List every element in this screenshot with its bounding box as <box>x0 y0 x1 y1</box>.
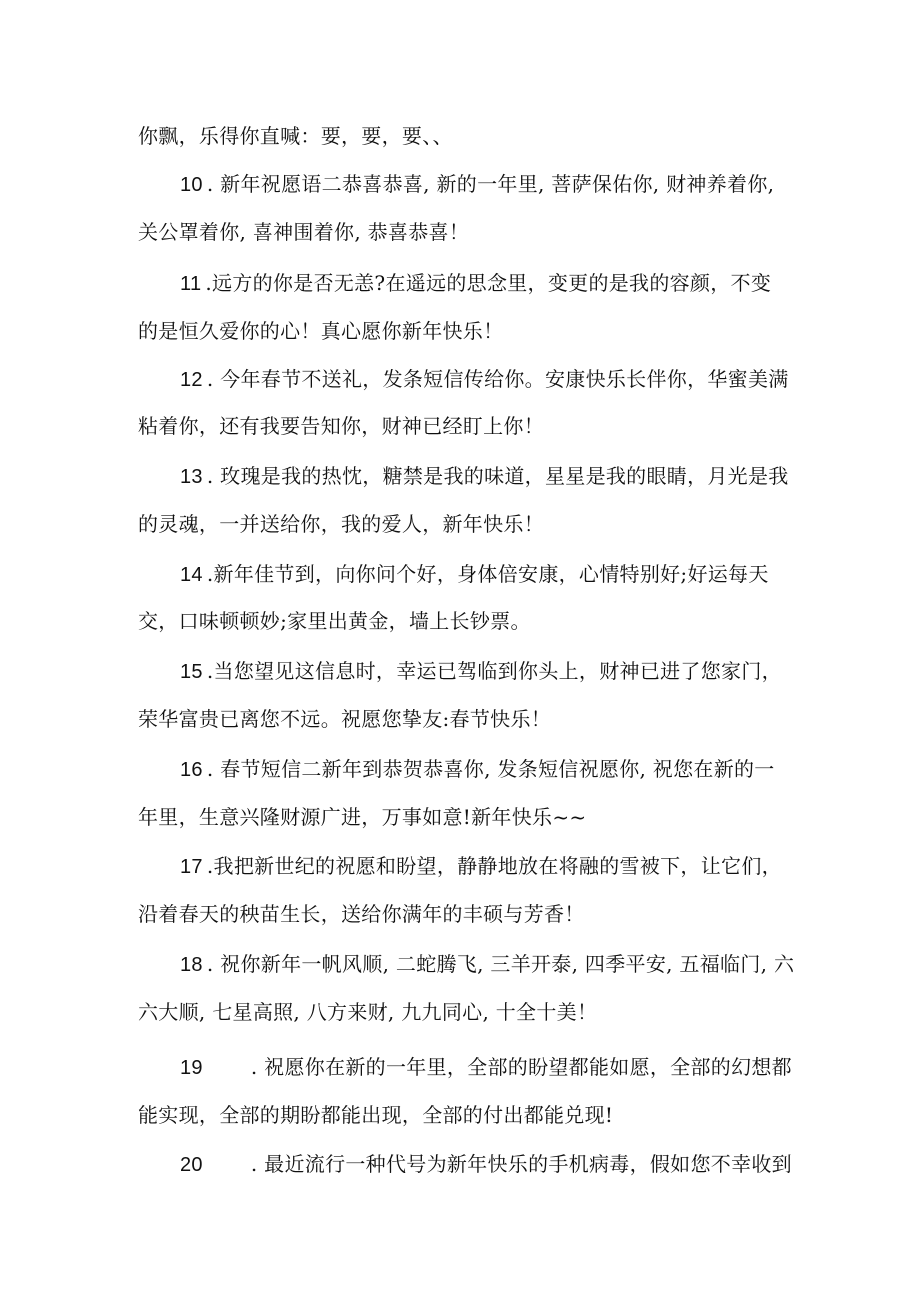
item-number: 11 <box>180 273 202 295</box>
paragraph-line: 14 .新年佳节到，向你问个好，身体倍安康，心情特别好;好运每天 <box>180 560 769 589</box>
paragraph-line: 11 .远方的你是否无恙?在遥远的思念里，变更的是我的容颜，不变 <box>180 269 771 298</box>
paragraph-line: 的是恒久爱你的心！真心愿你新年快乐！ <box>138 319 504 343</box>
item-number: 12 <box>180 369 203 391</box>
paragraph-line: 沿着春天的秧苗生长，送给你满年的丰硕与芳香！ <box>138 902 585 926</box>
paragraph-line: 19 . 祝愿你在新的一年里，全部的盼望都能如愿，全部的幻想都 <box>180 1053 792 1082</box>
paragraph-line: 16 . 春节短信二新年到恭贺恭喜你, 发条短信祝愿你, 祝您在新的一 <box>180 755 775 784</box>
paragraph-line: 20 . 最近流行一种代号为新年快乐的手机病毒，假如您不幸收到 <box>180 1150 792 1179</box>
paragraph-line: 年里，生意兴隆财源广进，万事如意!新年快乐~~ <box>138 805 587 829</box>
paragraph-line: 交，口味顿顿妙;家里出黄金，墙上长钞票。 <box>138 609 531 633</box>
paragraph-line: 17 .我把新世纪的祝愿和盼望，静静地放在将融的雪被下，让它们， <box>180 852 782 881</box>
paragraph-line: 10 . 新年祝愿语二恭喜恭喜, 新的一年里, 菩萨保佑你, 财神养着你, <box>180 170 774 199</box>
item-number: 18 <box>180 954 203 976</box>
paragraph-line: 15 .当您望见这信息时，幸运已驾临到你头上，财神已进了您家门， <box>180 657 782 686</box>
item-number: 14 <box>180 564 203 586</box>
paragraph-line: 关公罩着你, 喜神围着你, 恭喜恭喜！ <box>138 220 470 244</box>
paragraph-line: 你飘，乐得你直喊：要，要，要、、 <box>138 124 453 148</box>
item-number: 20 <box>180 1154 203 1176</box>
paragraph-line: 的灵魂，一并送给你，我的爱人，新年快乐！ <box>138 512 544 536</box>
item-number: 19 <box>180 1057 203 1079</box>
paragraph-line: 粘着你，还有我要告知你，财神已经盯上你！ <box>138 414 544 438</box>
paragraph-line: 13 . 玫瑰是我的热忱，糖禁是我的味道，星星是我的眼睛，月光是我 <box>180 462 789 491</box>
paragraph-line: 18 . 祝你新年一帆风顺, 二蛇腾飞, 三羊开泰, 四季平安, 五福临门, 六 <box>180 950 794 979</box>
item-number: 17 <box>180 856 203 878</box>
paragraph-line: 能实现，全部的期盼都能出现，全部的付出都能兑现! <box>138 1103 614 1127</box>
paragraph-line: 12 . 今年春节不送礼，发条短信传给你。安康快乐长伴你，华蜜美满 <box>180 365 789 394</box>
item-number: 13 <box>180 466 203 488</box>
paragraph-line: 荣华富贵已离您不远。祝愿您挚友:春节快乐！ <box>138 707 552 731</box>
item-number: 15 <box>180 661 203 683</box>
paragraph-line: 六大顺, 七星高照, 八方来财, 九九同心, 十全十美！ <box>138 1000 598 1024</box>
item-number: 10 <box>180 174 203 196</box>
item-number: 16 <box>180 759 203 781</box>
